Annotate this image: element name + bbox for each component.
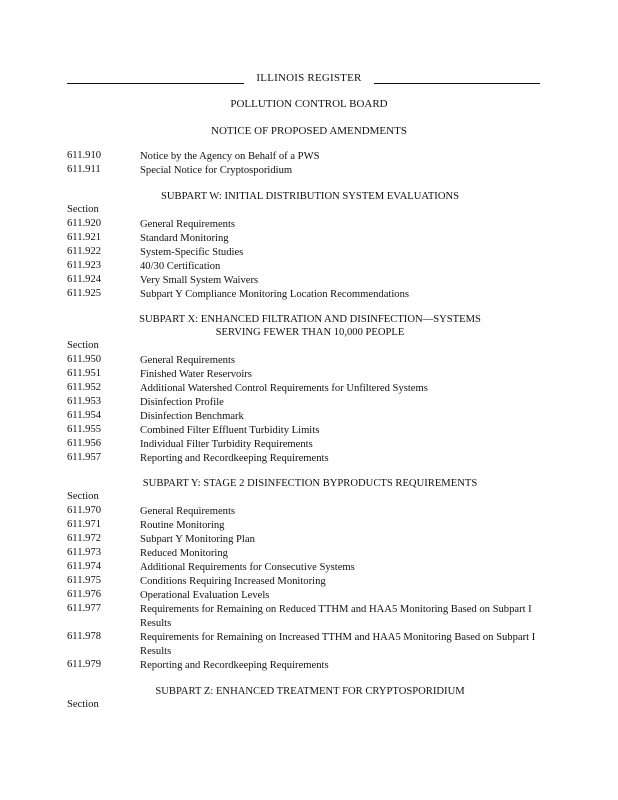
section-number: 611.922 (67, 246, 102, 257)
section-number: 611.953 (67, 396, 102, 407)
register-title: ILLINOIS REGISTER (256, 72, 362, 84)
section-label: Section (67, 204, 99, 215)
section-number: 611.925 (67, 288, 102, 299)
section-title: Combined Filter Effluent Turbidity Limits (140, 425, 320, 436)
section-title: Reporting and Recordkeeping Requirements (140, 453, 329, 464)
section-title: Reduced Monitoring (140, 548, 228, 559)
section-label: Section (67, 491, 99, 502)
section-number: 611.971 (67, 519, 102, 530)
section-number: 611.952 (67, 382, 102, 393)
section-title: Very Small System Waivers (140, 275, 259, 286)
section-number: 611.924 (67, 274, 102, 285)
section-title: Special Notice for Cryptosporidium (140, 165, 293, 176)
section-number: 611.951 (67, 368, 102, 379)
section-title: Routine Monitoring (140, 520, 225, 531)
section-number: 611.955 (67, 424, 102, 435)
subpart-y-heading: SUBPART Y: STAGE 2 DISINFECTION BYPRODUCTS REQUIREMENTS (142, 478, 478, 489)
section-number: 611.977 (67, 603, 102, 614)
section-number: 611.972 (67, 533, 102, 544)
section-number: 611.975 (67, 575, 102, 586)
section-label: Section (67, 340, 99, 351)
section-number: 611.979 (67, 659, 102, 670)
section-title: Subpart Y Monitoring Plan (140, 534, 255, 545)
board-title: POLLUTION CONTROL BOARD (230, 98, 388, 110)
section-title: Reporting and Recordkeeping Requirements (140, 660, 329, 671)
section-label: Section (67, 699, 99, 710)
section-number: 611.973 (67, 547, 102, 558)
section-title: Finished Water Reservoirs (140, 369, 252, 380)
section-number: 611.910 (67, 150, 102, 161)
section-title: Individual Filter Turbidity Requirements (140, 439, 313, 450)
section-title: Disinfection Profile (140, 397, 224, 408)
section-number: 611.950 (67, 354, 102, 365)
notice-title: NOTICE OF PROPOSED AMENDMENTS (211, 125, 407, 137)
section-title: General Requirements (140, 219, 236, 230)
section-title: Standard Monitoring (140, 233, 229, 244)
section-title: Disinfection Benchmark (140, 411, 244, 422)
section-number: 611.976 (67, 589, 102, 600)
subpart-w-heading: SUBPART W: INITIAL DISTRIBUTION SYSTEM EVALUATIONS (160, 191, 460, 202)
section-number: 611.974 (67, 561, 102, 572)
section-title: General Requirements (140, 355, 236, 366)
section-number: 611.920 (67, 218, 102, 229)
section-title: Notice by the Agency on Behalf of a PWS (140, 151, 320, 162)
section-title: 40/30 Certification (140, 261, 221, 272)
section-title: Operational Evaluation Levels (140, 590, 270, 601)
section-title: Additional Watershed Control Requirements for Unfiltered Systems (140, 383, 428, 394)
section-title: Conditions Requiring Increased Monitoring (140, 576, 326, 587)
section-title: Subpart Y Compliance Monitoring Location Recommendations (140, 289, 410, 300)
section-title: Requirements for Remaining on Increased TTHM and HAA5 Monitoring Based on Subpart I Results (140, 632, 536, 657)
section-title: System-Specific Studies (140, 247, 244, 258)
subpart-z-heading: SUBPART Z: ENHANCED TREATMENT FOR CRYPTOSPORIDIUM (155, 686, 465, 697)
section-title: General Requirements (140, 506, 236, 517)
section-number: 611.911 (67, 164, 101, 175)
section-number: 611.954 (67, 410, 102, 421)
section-number: 611.957 (67, 452, 102, 463)
section-number: 611.978 (67, 631, 102, 642)
section-title: Requirements for Remaining on Reduced TTHM and HAA5 Monitoring Based on Subpart I Results (140, 604, 532, 629)
section-number: 611.970 (67, 505, 102, 516)
section-number: 611.956 (67, 438, 102, 449)
section-number: 611.923 (67, 260, 102, 271)
section-number: 611.921 (67, 232, 102, 243)
subpart-x-heading: SUBPART X: ENHANCED FILTRATION AND DISINFECTION—SYSTEMS (139, 314, 481, 325)
section-title: Additional Requirements for Consecutive Systems (140, 562, 355, 573)
subpart-x-heading-line2: SERVING FEWER THAN 10,000 PEOPLE (215, 327, 405, 338)
